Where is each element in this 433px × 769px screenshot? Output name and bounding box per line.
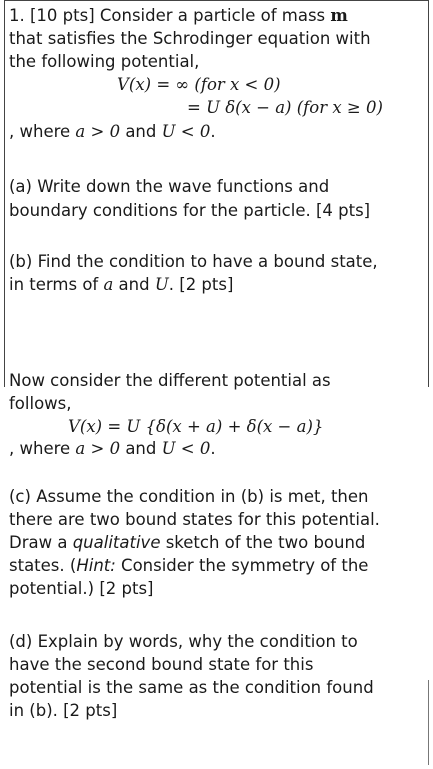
where-prefix: , where [9, 122, 76, 141]
condition-u-2: U < 0 [161, 439, 211, 458]
where-and: and [120, 122, 162, 141]
part-d-line-4: in (b). [2 pts] [9, 701, 118, 720]
mass-symbol: m [330, 6, 348, 25]
part-b-line-1: (b) Find the condition to have a bound state, [9, 252, 378, 271]
part-a-line-1: (a) Write down the wave functions and [9, 177, 330, 196]
condition-a: a > 0 [75, 122, 121, 141]
q1-where-line [9, 120, 216, 143]
page-edge-line [428, 680, 429, 765]
qualitative-emphasis: qualitative [72, 533, 161, 552]
hint-emphasis: Hint: [76, 556, 116, 575]
double-delta-equation: V(x) = U {δ(x + a) + δ(x − a)} [68, 417, 324, 436]
part-c-text-b: sketch of the two bound [160, 533, 366, 552]
q2-where-line [9, 437, 216, 460]
where-prefix-2: , where [9, 439, 76, 458]
part-b-points: . [2 pts] [168, 275, 234, 294]
condition-u: U < 0 [161, 122, 211, 141]
part-b-and: and [113, 275, 155, 294]
potential-equation-1: V(x) = ∞ (for x < 0) [117, 75, 281, 94]
part-a-line-2: boundary conditions for the particle. [4 pts] [9, 201, 371, 220]
part-b-text: in terms of [9, 275, 104, 294]
part-d-line-1: (d) Explain by words, why the condition to [9, 632, 358, 651]
var-a: a [103, 275, 114, 294]
part-c-line-1: (c) Assume the condition in (b) is met, then [9, 487, 369, 506]
q1-line-2: that satisfies the Schrodinger equation with [9, 29, 371, 48]
part-c-text-d: Consider the symmetry of the [115, 556, 369, 575]
part-b-line-2 [9, 273, 233, 296]
var-u: U [154, 275, 169, 294]
condition-a-2: a > 0 [75, 439, 121, 458]
where-end: . [210, 122, 216, 141]
where-end-2: . [210, 439, 216, 458]
q1-line-1 [9, 4, 348, 27]
part-c-line-5: potential.) [2 pts] [9, 579, 154, 598]
q2-line-1: Now consider the different potential as [9, 371, 331, 390]
part-d-line-3: potential is the same as the condition found [9, 678, 374, 697]
part-c-line-2: there are two bound states for this potential. [9, 510, 380, 529]
part-c-line-4 [9, 554, 368, 577]
q1-intro-text: 1. [10 pts] Consider a particle of mass [9, 6, 331, 25]
part-c-text-c: states. ( [9, 556, 77, 575]
potential-equation-2: = U δ(x − a) (for x ≥ 0) [187, 98, 383, 117]
part-c-text-a: Draw a [9, 533, 73, 552]
q2-line-2: follows, [9, 394, 72, 413]
part-c-line-3 [9, 531, 365, 554]
part-d-line-2: have the second bound state for this [9, 655, 314, 674]
q1-line-3: the following potential, [9, 52, 200, 71]
where-and-2: and [120, 439, 162, 458]
